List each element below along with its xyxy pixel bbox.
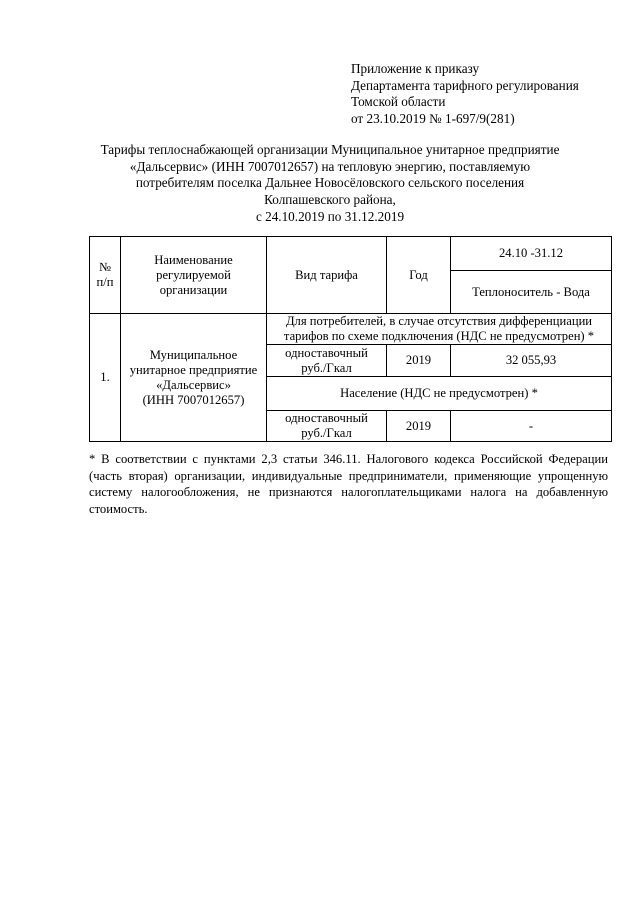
consumer-section-line: Для потребителей, в случае отсутствия дифференциации [285, 314, 593, 328]
tariff-type-cell [267, 411, 387, 442]
header-period-cell: 24.10 -31.12 [451, 237, 612, 271]
header-organization-line: организации [159, 282, 228, 297]
header-tariff-type-cell: Вид тарифа [267, 237, 387, 314]
row-organization-cell [121, 314, 267, 442]
organization-line: «Дальсервис» [156, 377, 231, 392]
organization-line: (ИНН 7007012657) [142, 392, 245, 407]
tariff-value-cell: - [451, 411, 612, 442]
organization-line: Муниципальное [149, 347, 238, 362]
tariff-type-line: руб./Гкал [301, 426, 352, 440]
header-line: Томской области [351, 94, 446, 109]
tariff-type-line: одноставочный [285, 411, 368, 425]
header-carrier-cell: Теплоноситель - Вода [451, 271, 612, 314]
vat-footnote: * В соответствии с пунктами 2,3 статьи 346.11. Налогового кодекса Российской Федерации (часть вторая) организации, индивидуальные предприниматели, применяющие упрощенную систему налогообложения, не признаются налогоплательщиками налога на добавленную стоимость. [89, 452, 608, 516]
title-line: потребителям поселка Дальнее Новосёловского сельского поселения [135, 175, 525, 191]
header-line: Департамента тарифного регулирования [351, 77, 579, 93]
population-section-cell: Население (НДС не предусмотрен) * [267, 377, 612, 411]
header-year-cell: Год [387, 237, 451, 314]
header-number-line: п/п [96, 275, 114, 289]
title-line: Тарифы теплоснабжающей организации Муниципальное унитарное предприятие [100, 142, 560, 157]
table-header-row [90, 237, 612, 271]
tariff-type-line: одноставочный [285, 345, 368, 360]
consumer-section-line: тарифов по схеме подключения (НДС не предусмотрен) * [283, 329, 595, 343]
title-line: «Дальсервис» (ИНН 7007012657) на тепловую энергию, поставляемую [129, 158, 531, 174]
table-row [90, 314, 612, 345]
consumer-section-cell [267, 314, 612, 345]
row-number-cell: 1. [90, 314, 121, 442]
tariff-type-line: руб./Гкал [301, 360, 352, 375]
header-line: от 23.10.2019 № 1-697/9(281) [351, 110, 515, 126]
header-number-line: № [98, 260, 112, 274]
order-attachment-header [351, 61, 579, 127]
header-line: Приложение к приказу [351, 61, 480, 76]
header-organization-line: регулируемой [156, 267, 231, 282]
tariff-type-cell [267, 345, 387, 377]
tariff-table [89, 236, 612, 442]
document-title [80, 142, 580, 226]
header-number-cell [90, 237, 121, 314]
year-cell: 2019 [387, 411, 451, 442]
organization-line: унитарное предприятие [129, 362, 258, 377]
tariff-value-cell: 32 055,93 [451, 345, 612, 377]
title-line: Колпашевского района, [264, 192, 396, 208]
year-cell: 2019 [387, 345, 451, 377]
title-line: с 24.10.2019 по 31.12.2019 [255, 208, 405, 224]
header-organization-line: Наименование [154, 252, 233, 267]
header-organization-cell [121, 237, 267, 314]
